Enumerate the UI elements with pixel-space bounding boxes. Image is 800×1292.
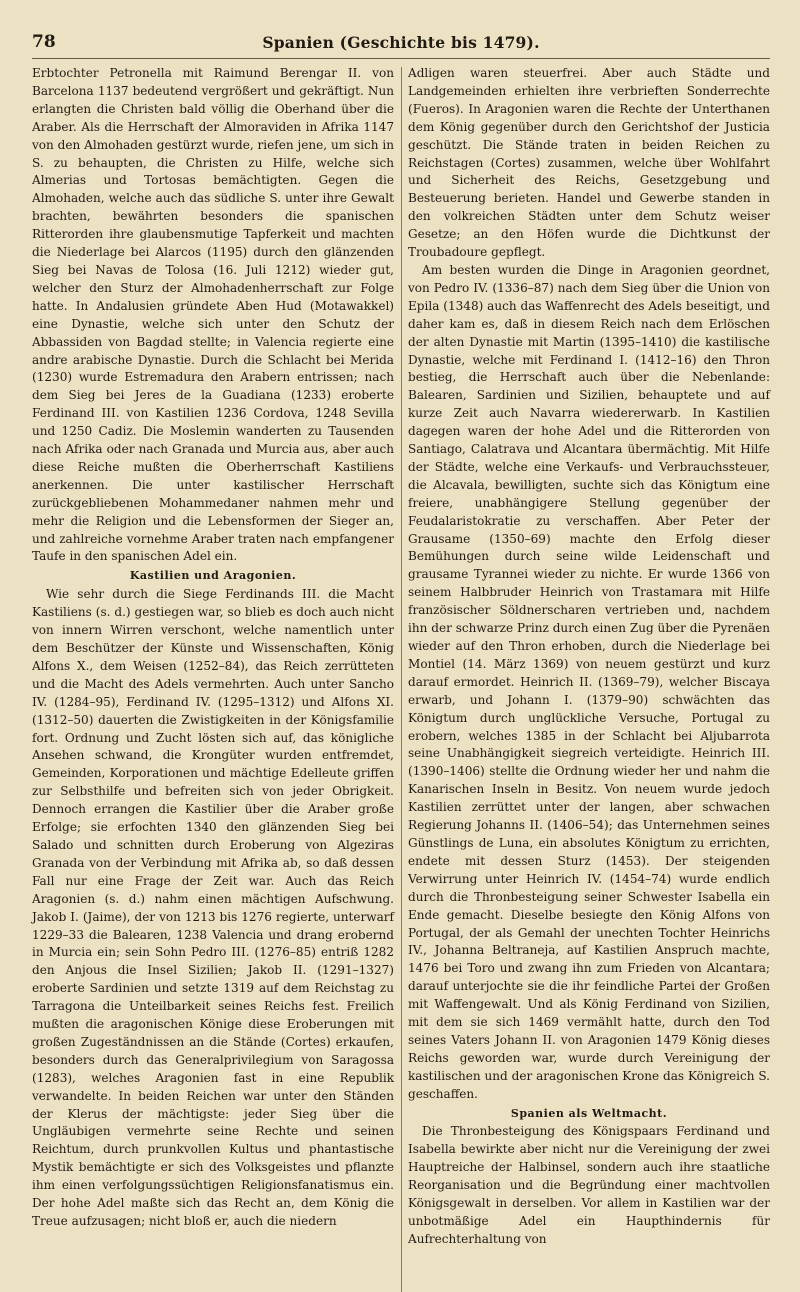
text-columns: [32, 65, 770, 1292]
section-heading: Kastilien und Aragonien.: [129, 569, 297, 583]
page-number: 78: [32, 32, 56, 52]
paragraph: Adligen waren steuerfrei. Aber auch Städte und Landgemeinden erhielten ihre verbrieften Sonderrechte (Fueros). In Aragonien waren die Rechte der Unterthanen dem König gegenüber durch den Gerichtshof der Justicia geschützt. Die Stände traten in beiden Reichen zu Reichstagen (Cortes) zusammen, welche über Wohlfahrt und Sicherheit des Reichs, Gesetzgebung und Besteuerung berieten. Handel und Gewerbe standen in den volkreichen Städten unter dem Schutz weiser Gesetze; an den Höfen wurde die Dichtkunst der Troubadoure gepflegt.: [408, 66, 770, 260]
right-column: [408, 65, 770, 1292]
paragraph: Erbtochter Petronella mit Raimund Berengar II. von Barcelona 1137 bedeutend vergrößert und gekräftigt. Nun erlangten die Christen bald völlig die Oberhand über die Araber. Als die Herrschaft der Almoraviden in Afrika 1147 von den Almohaden gestürzt wurde, riefen jene, um sich in S. zu behaupten, die Christen zu Hilfe, welche sich Almerias und Tortosas bemächtigten. Gegen die Almohaden, welche auch das südliche S. unter ihre Gewalt brachten, bewährten besonders die spanischen Ritterorden ihre glaubensmutige Tapferkeit und machten die Niederlage bei Alarcos (1195) durch den glänzenden Sieg bei Navas de Tolosa (16. Juli 1212) wieder gut, welcher den Sturz der Almohadenherrschaft zur Folge hatte. In Andalusien gründete Aben Hud (Motawakkel) eine Dynastie, welche sich unter den Schutz der Abbassiden von Bagdad stellte; in Valencia regierte eine andre arabische Dynastie. Durch die Schlacht bei Merida (1230) wurde Estremadura den Arabern entrissen; nach dem Sieg bei Jeres de la Guadiana (1233) eroberte Ferdinand III. von Kastilien 1236 Cordova, 1248 Sevilla und 1250 Cadiz. Die Moslemin wanderten zu Tausenden nach Afrika oder nach Granada und Murcia aus, aber auch diese Reiche mußten die Oberherrschaft Kastiliens anerkennen. Die unter kastilischer Herrschaft zurückgebliebenen Mohammedaner nahmen mehr und mehr die Religion und die Lebensformen der Sieger an, und zahlreiche vornehme Araber traten nach empfangener Taufe in den spanischen Adel ein.: [32, 66, 394, 564]
paragraph: Wie sehr durch die Siege Ferdinands III. die Macht Kastiliens (s. d.) gestiegen war, so blieb es doch auch nicht von innern Wirren verschont, welche namentlich unter dem Beschützer der Künste und Wissenschaften, König Alfons X., dem Weisen (1252–84), das Reich zerrütteten und die Macht des Adels vermehrten. Auch unter Sancho IV. (1284–95), Ferdinand IV. (1295–1312) und Alfons XI. (1312–50) dauerten die Zwistigkeiten in der Königsfamilie fort. Ordnung und Zucht lösten sich auf, das königliche Ansehen schwand, die Krongüter wurden entfremdet, Gemeinden, Korporationen und mächtige Edelleute griffen zur Selbsthilfe und befreiten sich von jeder Obrigkeit. Dennoch errangen die Kastilier über die Araber große Erfolge; sie erfochten 1340 den glänzenden Sieg bei Salado und schnitten durch Eroberung von Algeziras Granada von der Verbindung mit Afrika ab, so daß dessen Fall nur eine Frage der Zeit war. Auch das Reich Aragonien (s. d.) nahm einen mächtigen Aufschwung. Jakob I. (Jaime), der von 1213 bis 1276 regierte, unterwarf 1229–33 die Balearen, 1238 Valencia und drang erobernd in Murcia ein; sein Sohn Pedro III. (1276–85) entriß 1282 den Anjous die Insel Sizilien; Jakob II. (1291–1327) eroberte Sardinien und setzte 1319 auf dem Reichstag zu Tarragona die Unteilbarkeit seines Reichs fest. Freilich mußten die aragonischen Könige diese Eroberungen mit großen Zugeständnissen an die Stände (Cortes) erkaufen, besonders durch das Generalprivilegium von Saragossa (1283), welches Aragonien fast in eine Republik verwandelte. In beiden Reichen war unter den Ständen der Klerus der mächtigste: jeder Sieg über die Ungläubigen vermehrte seine Rechte und seinen Reichtum, durch prunkvollen Kultus und phantastische Mystik bemächtigte er sich des Volksgeistes und pflanzte ihm einen verfolgungssüchtigen Religionsfanatismus ein. Der hohe Adel maßte sich das Recht an, dem König die Treue aufzusagen; nicht bloß er, auch die niedern: [32, 587, 394, 1228]
left-column: [32, 65, 394, 1292]
running-title: Spanien (Geschichte bis 1479).: [262, 33, 540, 52]
paragraph: Die Thronbesteigung des Königspaars Ferdinand und Isabella bewirkte aber nicht nur die Vereinigung der zwei Hauptreiche der Halbinsel, sondern auch ihre staatliche Reorganisation und die Begründung einer machtvollen Königsgewalt in derselben. Vor allem in Kastilien war der unbotmäßige Adel ein Haupthindernis für Aufrechterhaltung von: [408, 1124, 770, 1246]
column-divider: [401, 67, 402, 1292]
page-header: [32, 28, 770, 59]
section-heading: Spanien als Weltmacht.: [510, 1106, 668, 1120]
paragraph: Am besten wurden die Dinge in Aragonien geordnet, von Pedro IV. (1336–87) nach dem Sieg über die Union von Epila (1348) auch das Waffenrecht des Adels beseitigt, und daher kam es, daß in diesem Reich nach dem Erlöschen der alten Dynastie mit Martin (1395–1410) die kastilische Dynastie, welche mit Ferdinand I. (1412–16) den Thron bestieg, die Herrschaft auch über die Nebenlande: Balearen, Sardinien und Sizilien, behauptete und auf kurze Zeit auch Navarra wiedererwarb. In Kastilien dagegen waren der hohe Adel und die Ritterorden von Santiago, Calatrava und Alcantara übermächtig. Mit Hilfe der Städte, welche eine Verkaufs- und Verbrauchssteuer, die Alcavala, bewilligten, suchte sich das Königtum eine freiere, unabhängigere Stellung gegenüber der Feudalaristokratie zu verschaffen. Aber Peter der Grausame (1350–69) machte den Erfolg dieser Bemühungen durch seine wilde Leidenschaft und grausame Tyrannei wieder zu nichte. Er wurde 1366 von seinem Halbbruder Heinrich von Trastamara mit Hilfe französischer Söldnerscharen vertrieben und, nachdem ihn der schwarze Prinz durch einen Zug über die Pyrenäen wieder auf den Thron erhoben, durch die Niederlage bei Montiel (14. März 1369) von neuem gestürzt und kurz darauf ermordet. Heinrich II. (1369–79), welcher Biscaya erwarb, und Johann I. (1379–90) schwächten das Königtum durch unglückliche Versuche, Portugal zu erobern, welches 1385 in der Schlacht bei Aljubarrota seine Unabhängigkeit siegreich verteidigte. Heinrich III. (1390–1406) stellte die Ordnung wieder her und nahm die Kanarischen Inseln in Besitz. Von neuem wurde jedoch Kastilien zerrüttet unter der langen, aber schwachen Regierung Johanns II. (1406–54); das Unternehmen seines Günstlings de Luna, ein absolutes Königtum zu errichten, endete mit dessen Sturz (1453). Der steigenden Verwirrung unter Heinrich IV. (1454–74) wurde endlich durch die Thronbesteigung seiner Schwester Isabella ein Ende gemacht. Dieselbe besiegte den König Alfons von Portugal, der als Gemahl der unechten Tochter Heinrichs IV., Johanna Beltraneja, auf Kastilien Anspruch machte, 1476 bei Toro und zwang ihn zum Frieden von Alcantara; darauf unterjochte sie die ihr feindliche Partei der Großen mit Waffengewalt. Und als König Ferdinand von Sizilien, mit dem sie sich 1469 vermählt hatte, durch den Tod seines Vaters Johann II. von Aragonien 1479 König dieses Reichs geworden war, wurde durch Vereinigung der kastilischen und der aragonischen Krone das Königreich S. geschaffen.: [408, 262, 770, 1101]
